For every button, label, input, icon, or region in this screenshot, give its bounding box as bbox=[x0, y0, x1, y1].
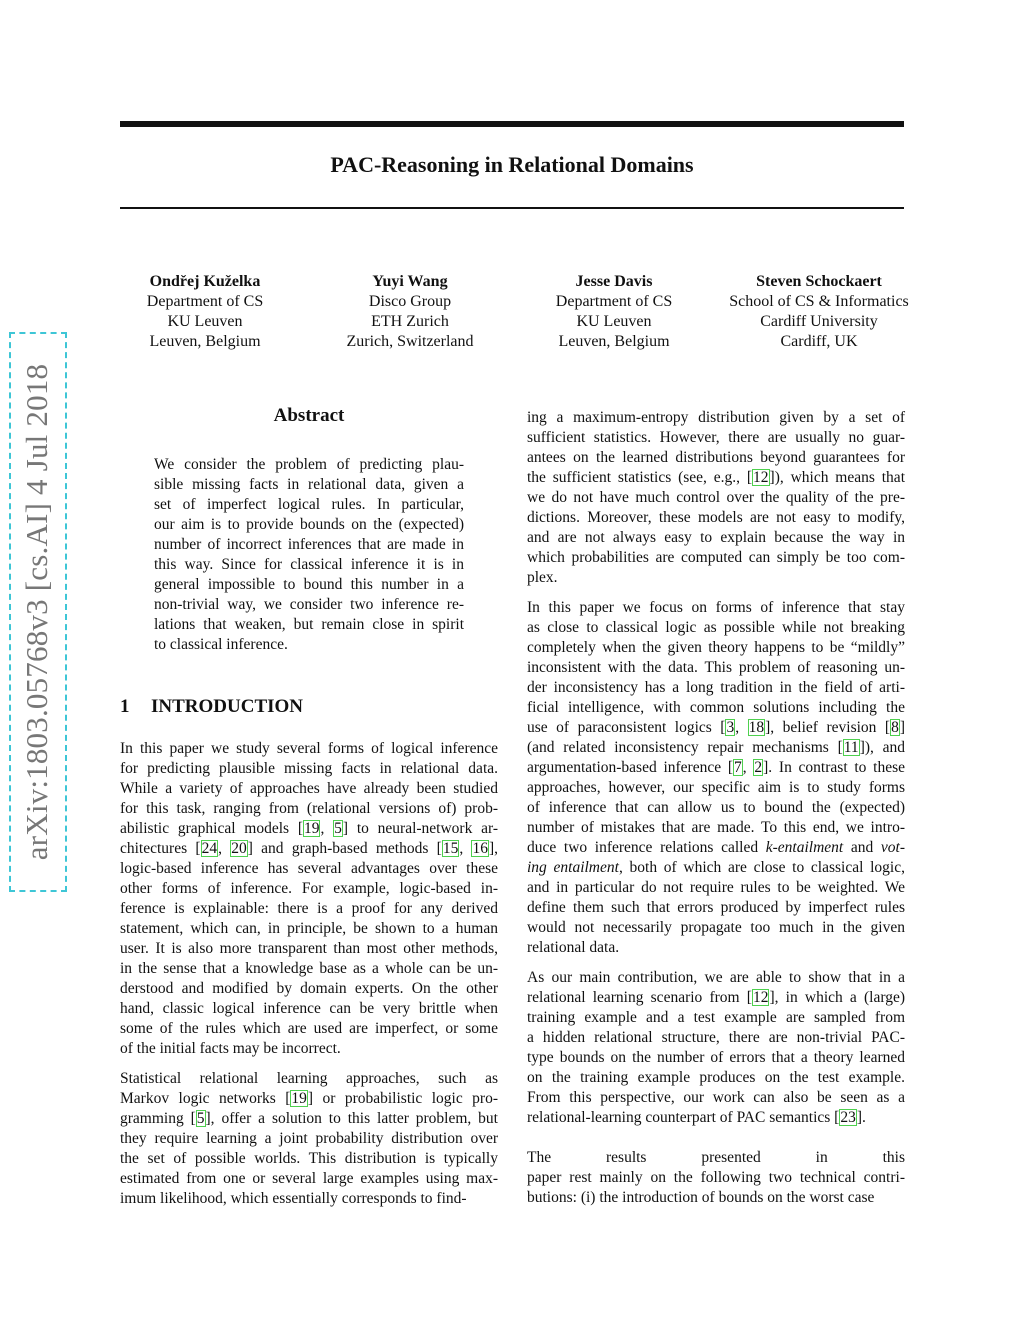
arxiv-sidebar-stamp[interactable]: arXiv:1803.05768v3 [cs.AI] 4 Jul 2018 bbox=[9, 332, 67, 892]
text-line: hand, classic logical inference can be very brittle when bbox=[120, 1000, 498, 1017]
citation-link[interactable]: 16 bbox=[472, 840, 488, 857]
paragraph-intro-2 bbox=[120, 1069, 498, 1209]
citation-link[interactable]: 19 bbox=[291, 1090, 307, 1107]
text-line: abilistic graphical models [19, 5] to neural-network ar- bbox=[120, 820, 498, 837]
text-line: ficial intelligence, with common solutions including the bbox=[527, 699, 905, 716]
citation-link[interactable]: 11 bbox=[843, 739, 859, 756]
text-line: ference is explainable: there is a proof for any derived bbox=[120, 900, 498, 917]
text-line: a hidden relational structure, there are non-trivial PAC- bbox=[527, 1029, 905, 1046]
text-line: some of the rules which are used are imperfect, or some bbox=[120, 1020, 498, 1037]
author-place: Leuven, Belgium bbox=[149, 333, 261, 350]
citation-link[interactable]: 15 bbox=[442, 840, 459, 857]
text-line: duce two inference relations called k-entailment and vot- bbox=[527, 839, 905, 856]
text-line: and are not always easy to explain because the way in bbox=[527, 529, 905, 546]
citation-link[interactable]: 2 bbox=[754, 759, 763, 776]
text-line: sible missing facts in relational data, given a bbox=[154, 476, 464, 493]
section-heading-introduction bbox=[120, 694, 303, 720]
section-title: INTRODUCTION bbox=[151, 696, 304, 717]
author-name: Yuyi Wang bbox=[372, 273, 448, 290]
text-line: The results presented in this bbox=[527, 1149, 905, 1166]
text-line: relational learning scenario from [12], in which a (large) bbox=[527, 989, 905, 1006]
author-place: Zurich, Switzerland bbox=[346, 333, 474, 350]
author-name: Jesse Davis bbox=[575, 273, 653, 290]
paragraph-right-3 bbox=[527, 968, 905, 1128]
title-rule-bottom bbox=[120, 207, 904, 209]
text-line: paper rest mainly on the following two technical contri- bbox=[527, 1169, 905, 1186]
text-line: imum likelihood, which essentially corresponds to find- bbox=[120, 1190, 467, 1207]
citation-link[interactable]: 8 bbox=[891, 719, 899, 736]
text-line: relational-learning counterpart of PAC semantics [23]. bbox=[527, 1109, 866, 1126]
paper-title: PAC-Reasoning in Relational Domains bbox=[330, 152, 694, 177]
text-line: on the training example produces on the test example. bbox=[527, 1069, 905, 1086]
text-line: completely when the given theory happens to be “mildly” bbox=[527, 639, 905, 656]
text-line: As our main contribution, we are able to show that in a bbox=[527, 969, 905, 986]
text-line: non-trivial way, we consider two inference re- bbox=[154, 596, 464, 613]
author-org: KU Leuven bbox=[576, 313, 652, 330]
text-line: for predicting plausible missing facts in relational data. bbox=[120, 760, 498, 777]
text-line: as close to classical logic as possible while not breaking bbox=[527, 619, 905, 636]
text-line: general impossible to bound this number in a bbox=[154, 576, 464, 593]
text-line: statement, which can, in principle, be shown to a human bbox=[120, 920, 498, 937]
author-org: Cardiff University bbox=[760, 313, 878, 330]
text-line: this way. Since for classical inference it is in bbox=[154, 556, 464, 573]
author-dept: Disco Group bbox=[368, 293, 452, 310]
text-line: we do not have much control over the quality of the pre- bbox=[527, 489, 905, 506]
abstract-body bbox=[154, 455, 464, 655]
text-line: of inference that can allow us to bound the (expected) bbox=[527, 799, 905, 816]
text-line: relational data. bbox=[527, 939, 620, 956]
paragraph-right-2 bbox=[527, 598, 905, 958]
text-line: the sufficient statistics (see, e.g., [12]), which means that bbox=[527, 469, 905, 486]
text-line: lations that weaken, but remain close in spirit bbox=[154, 616, 464, 633]
citation-link[interactable]: 5 bbox=[196, 1110, 205, 1127]
text-line: for this task, ranging from (relational versions of) prob- bbox=[120, 800, 498, 817]
text-line: ing entailment, both of which are close to classical logic, bbox=[527, 859, 905, 876]
paragraph-right-1 bbox=[527, 408, 905, 588]
citation-link[interactable]: 5 bbox=[334, 820, 342, 837]
text-line: other forms of inference. For example, logic-based in- bbox=[120, 880, 498, 897]
text-line: in the sense that a knowledge base as a whole can be un- bbox=[120, 960, 498, 977]
author-dept: Department of CS bbox=[146, 293, 264, 310]
text-line: they require learning a joint probability distribution over bbox=[120, 1130, 498, 1147]
abstract-heading: Abstract bbox=[273, 405, 345, 426]
author-org: ETH Zurich bbox=[371, 313, 449, 330]
text-line: which probabilities are computed can simply be too com- bbox=[527, 549, 905, 566]
text-line: the set of possible worlds. This distribution is typically bbox=[120, 1150, 498, 1167]
section-number: 1 bbox=[120, 696, 130, 717]
text-line: user. It is also more transparent than most other methods, bbox=[120, 940, 498, 957]
text-line: chitectures [24, 20] and graph-based methods [15, 16], bbox=[120, 840, 499, 857]
citation-link[interactable]: 12 bbox=[752, 989, 769, 1006]
text-line: of the initial facts may be incorrect. bbox=[120, 1040, 341, 1057]
text-line: Markov logic networks [19] or probabilistic logic pro- bbox=[120, 1090, 498, 1107]
text-line: antees on the learned distributions beyond guarantees for bbox=[527, 449, 905, 466]
text-line: our aim is to provide bounds on the (expected) bbox=[154, 516, 464, 533]
text-line: logic-based inference has several advantages over these bbox=[120, 860, 498, 877]
text-line: derstood and modified by domain experts. On the other bbox=[120, 980, 498, 997]
text-line: sufficient statistics. However, there are usually no guar- bbox=[527, 429, 905, 446]
text-line: use of paraconsistent logics [3, 18], belief revision [8] bbox=[527, 719, 905, 736]
text-line: inconsistent with the data. This problem of reasoning un- bbox=[527, 659, 905, 676]
right-column bbox=[527, 408, 905, 1208]
text-line: define them such that errors produced by imperfect rules bbox=[527, 899, 905, 916]
text-line: der inconsistency has a long tradition in the field of arti- bbox=[527, 679, 905, 696]
citation-link[interactable]: 19 bbox=[303, 820, 320, 837]
author-dept: School of CS & Informatics bbox=[729, 293, 909, 310]
text-line: dictions. Moreover, these models are not easy to modify, bbox=[527, 509, 905, 526]
author-block-2 bbox=[346, 272, 473, 352]
text-line: plex. bbox=[527, 569, 558, 586]
text-line: type bounds on the number of errors that a theory learned bbox=[527, 1049, 905, 1066]
text-line: (and related inconsistency repair mechanisms [11]), and bbox=[527, 739, 906, 756]
citation-link[interactable]: 12 bbox=[753, 469, 769, 486]
author-block-3 bbox=[556, 272, 672, 352]
citation-link[interactable]: 18 bbox=[748, 719, 765, 736]
text-line: would not necessarily propagate too much in the given bbox=[527, 919, 905, 936]
text-line: number of mistakes that are made. To this end, we intro- bbox=[527, 819, 905, 836]
citation-link[interactable]: 20 bbox=[231, 840, 247, 857]
text-line: to classical inference. bbox=[154, 636, 288, 653]
text-line: In this paper we study several forms of logical inference bbox=[120, 740, 498, 757]
author-org: KU Leuven bbox=[167, 313, 243, 330]
text-line: ing a maximum-entropy distribution given by a set of bbox=[527, 409, 905, 426]
paragraph-technical-contributions bbox=[527, 1148, 905, 1208]
citation-link[interactable]: 23 bbox=[840, 1109, 856, 1126]
author-place: Leuven, Belgium bbox=[558, 333, 670, 350]
text-line: Statistical relational learning approaches, such as bbox=[120, 1070, 498, 1087]
citation-link[interactable]: 24 bbox=[201, 840, 218, 857]
text-line: From this perspective, our work can also be seen as a bbox=[527, 1089, 905, 1106]
author-place: Cardiff, UK bbox=[780, 333, 858, 350]
left-column bbox=[120, 739, 498, 1209]
author-block-4 bbox=[729, 272, 909, 352]
author-name: Ondřej Kuželka bbox=[149, 273, 261, 290]
author-block-1 bbox=[147, 272, 263, 352]
text-line: training example and a test example are sampled from bbox=[527, 1009, 905, 1026]
citation-link[interactable]: 7 bbox=[734, 759, 742, 776]
paragraph-intro-1 bbox=[120, 739, 498, 1059]
text-line: butions: (i) the introduction of bounds on the worst case bbox=[527, 1189, 875, 1206]
author-name: Steven Schockaert bbox=[756, 273, 882, 290]
text-line: and in particular do not require rules to be weighted. We bbox=[527, 879, 905, 896]
text-line: approaches, however, our specific aim is to study forms bbox=[527, 779, 905, 796]
author-dept: Department of CS bbox=[555, 293, 673, 310]
title-rule-top bbox=[120, 121, 904, 127]
text-line: We consider the problem of predicting plau- bbox=[154, 456, 464, 473]
text-line: number of incorrect inferences that are made in bbox=[154, 536, 464, 553]
text-line: While a variety of approaches have already been studied bbox=[120, 780, 498, 797]
text-line: estimated from one or several large examples using max- bbox=[120, 1170, 498, 1187]
text-line: set of imperfect logical rules. In particular, bbox=[154, 496, 464, 513]
text-line: gramming [5], offer a solution to this latter problem, but bbox=[120, 1110, 498, 1127]
text-line: In this paper we focus on forms of inference that stay bbox=[527, 599, 905, 616]
citation-link[interactable]: 3 bbox=[726, 719, 735, 736]
text-line: argumentation-based inference [7, 2]. In contrast to these bbox=[527, 759, 906, 776]
